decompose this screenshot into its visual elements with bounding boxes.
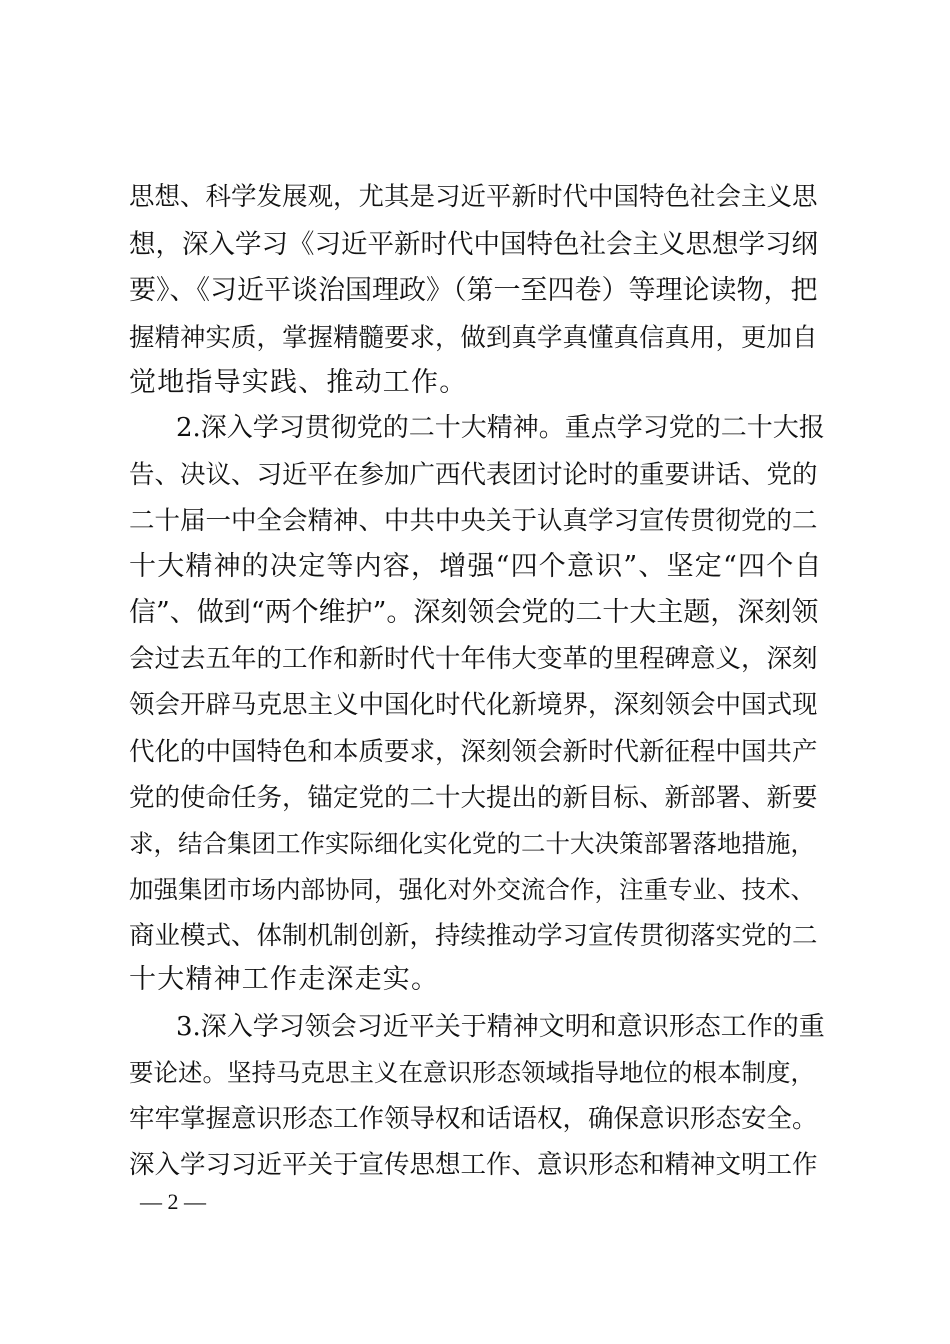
body-text-line: 求，结合集团工作实际细化实化党的二十大决策部署落地措施，: [129, 829, 815, 858]
paragraph-2-start: 2.深入学习贯彻党的二十大精神。重点学习党的二十大报: [176, 413, 825, 443]
body-text-line: 牢牢掌握意识形态工作领导权和话语权，确保意识形态安全。: [129, 1104, 818, 1134]
body-text-line: 要论述。坚持马克思主义在意识形态领域指导地位的根本制度，: [129, 1058, 815, 1087]
body-text-line: 十大精神工作走深走实。: [129, 964, 440, 995]
body-text-line: 深入学习习近平关于宣传思想工作、意识形态和精神文明工作: [129, 1150, 818, 1180]
paragraph-3-start: 3.深入学习领会习近平关于精神文明和意识形态工作的重: [176, 1012, 825, 1042]
body-text-line: 加强集团市场内部协同，强化对外交流合作，注重专业、技术、: [129, 875, 815, 904]
body-text-line: 握精神实质，掌握精髓要求，做到真学真懂真信真用，更加自: [129, 323, 818, 353]
body-text-line: 告、决议、习近平在参加广西代表团讨论时的重要讲话、党的: [129, 460, 818, 490]
body-text-line: 会过去五年的工作和新时代十年伟大变革的里程碑意义，深刻: [129, 644, 818, 674]
body-text-line: 思想、科学发展观，尤其是习近平新时代中国特色社会主义思: [129, 182, 818, 212]
body-text-line: 信”、做到“两个维护”。深刻领会党的二十大主题，深刻领: [129, 597, 819, 628]
page-number: — 2 —: [140, 1189, 206, 1214]
body-text-line: 觉地指导实践、推动工作。: [129, 367, 468, 398]
body-text-line: 代化的中国特色和本质要求，深刻领会新时代新征程中国共产: [129, 737, 818, 767]
body-text-line: 党的使命任务，锚定党的二十大提出的新目标、新部署、新要: [129, 783, 818, 813]
body-text-line: 要》、《习近平谈治国理政》（第一至四卷）等理论读物，把: [129, 275, 818, 306]
body-text-line: 十大精神的决定等内容，增强“四个意识”、坚定“四个自: [129, 551, 823, 582]
body-text-line: 商业模式、体制机制创新，持续推动学习宣传贯彻落实党的二: [129, 921, 818, 951]
body-text-line: 领会开辟马克思主义中国化时代化新境界，深刻领会中国式现: [129, 690, 818, 720]
body-text-line: 二十届一中全会精神、中共中央关于认真学习宣传贯彻党的二: [129, 506, 818, 536]
body-text-line: 想，深入学习《习近平新时代中国特色社会主义思想学习纲: [129, 229, 818, 260]
